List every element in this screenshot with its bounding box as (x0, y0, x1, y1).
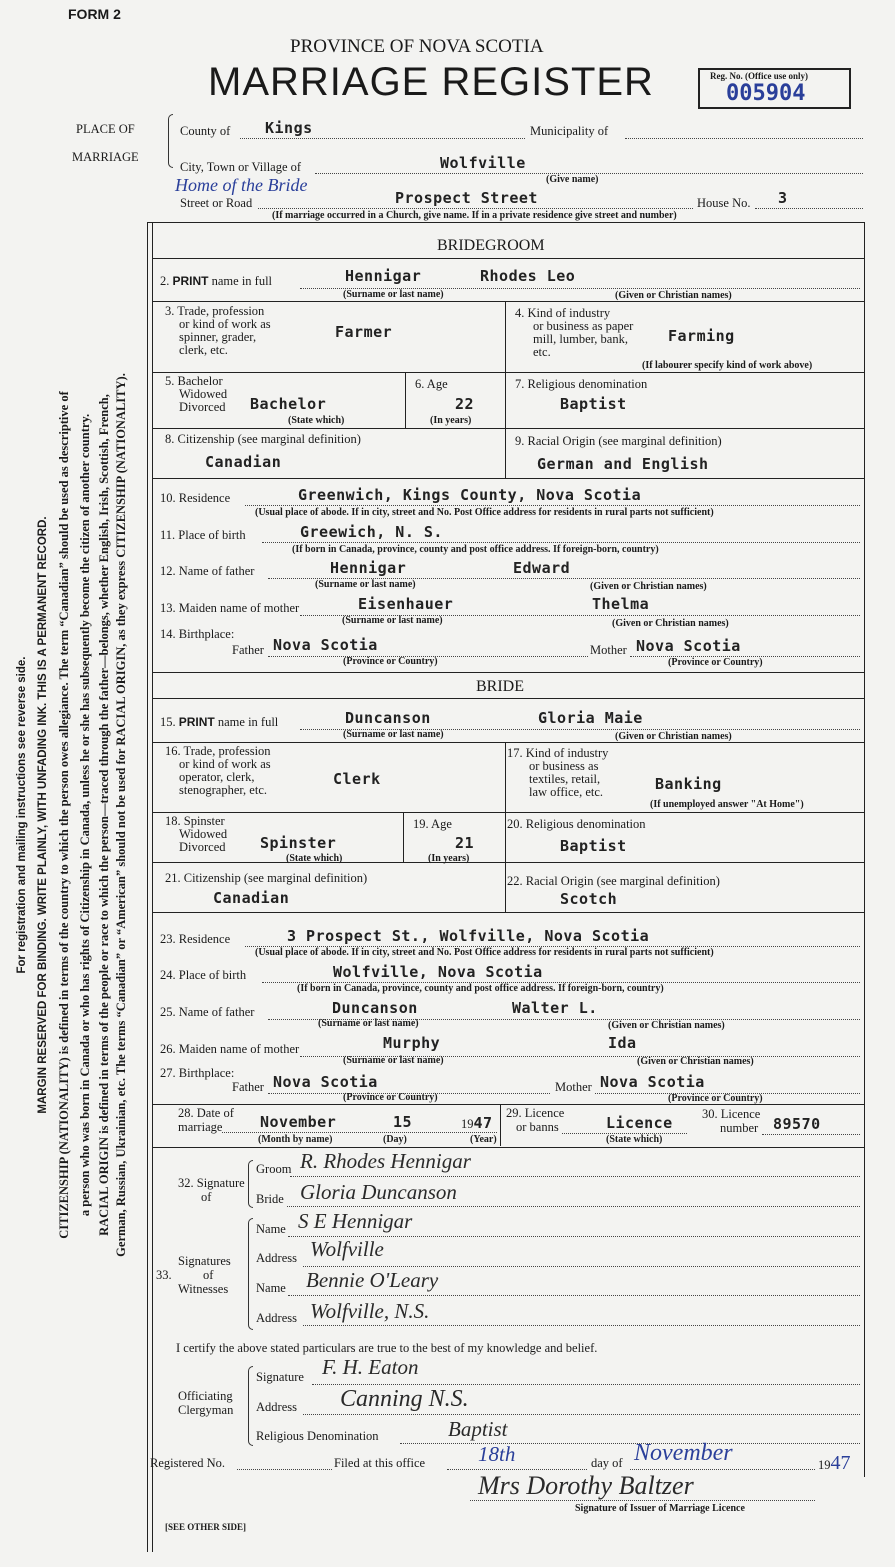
label: 28. Date of (178, 1106, 234, 1120)
groom-residence: Greenwich, Kings County, Nova Scotia (298, 486, 642, 504)
caption: (In years) (428, 853, 470, 864)
label: name in full (211, 274, 273, 288)
label: 23. Residence (160, 932, 231, 946)
county-value: Kings (265, 119, 313, 137)
rule (403, 812, 404, 862)
groom-citizenship: Canadian (205, 453, 282, 471)
caption: (Given or Christian names) (615, 731, 732, 742)
brace (248, 1218, 253, 1330)
dotted-line (303, 1414, 860, 1415)
clergy-signature: F. H. Eaton (322, 1355, 419, 1379)
bride-age: 21 (455, 834, 475, 852)
label: 3. Trade, profession (165, 304, 265, 318)
dotted-line (470, 1500, 815, 1501)
witness-2-name: Bennie O'Leary (306, 1268, 439, 1292)
marriage-month: November (260, 1113, 337, 1131)
label: 27. Birthplace: (160, 1066, 235, 1080)
label: or business as (529, 759, 599, 773)
bride-residence: 3 Prospect St., Wolfville, Nova Scotia (287, 927, 650, 945)
label: of (201, 1190, 212, 1204)
caption: (Surname or last name) (315, 579, 416, 590)
section-heading-bride: BRIDE (476, 678, 524, 695)
label: PRINT (172, 274, 209, 288)
label: Father (232, 1080, 264, 1094)
margin-line: For registration and mailing instructions see reverse side. (16, 656, 28, 974)
label: Address (256, 1311, 297, 1325)
issuer-signature: Mrs Dorothy Baltzer (478, 1471, 694, 1500)
caption: (If labourer specify kind of work above) (642, 360, 813, 371)
label: 11. Place of birth (160, 528, 246, 542)
witness-2-address: Wolfville, N.S. (310, 1299, 430, 1323)
dotted-line (625, 138, 863, 139)
filed-month: November (634, 1440, 733, 1466)
dotted-line (447, 1469, 587, 1470)
caption: (Usual place of abode. If in city, street and No. Post Office address for residents in rural parts not sufficient) (255, 947, 714, 958)
border (147, 222, 148, 1552)
label: name in full (217, 715, 279, 729)
label: Widowed (179, 387, 228, 401)
label: Bride (256, 1192, 284, 1206)
caption: (Surname or last name) (342, 615, 443, 626)
city-value: Wolfville (440, 154, 526, 172)
caption: (Given or Christian names) (590, 581, 707, 592)
caption: (Usual place of abode. If in city, street and No. Post Office address for residents in rural parts not sufficient) (255, 507, 714, 518)
house-label: House No. (697, 196, 751, 210)
bride-signature: Gloria Duncanson (300, 1180, 457, 1204)
groom-mother-given: Thelma (592, 595, 650, 613)
reg-number-box (698, 68, 851, 109)
label: operator, clerk, (179, 770, 255, 784)
see-other-side-note: [SEE OTHER SIDE] (165, 1522, 247, 1532)
street-value: Prospect Street (395, 189, 538, 207)
reg-number: 005904 (726, 81, 806, 106)
label: 25. Name of father (160, 1005, 255, 1019)
label: or banns (516, 1120, 559, 1134)
filed-day: 18th (478, 1442, 516, 1466)
groom-racial-origin: German and English (537, 455, 709, 473)
form-number: FORM 2 (68, 6, 121, 22)
dotted-line (287, 1206, 860, 1207)
label: Name (256, 1222, 286, 1236)
caption: (If unemployed answer "At Home") (650, 799, 804, 810)
label: spinner, grader, (179, 330, 257, 344)
caption: (State which) (606, 1134, 663, 1145)
rule (505, 372, 506, 478)
rule (505, 301, 506, 372)
caption: (Give name) (546, 174, 599, 185)
label: Registered No. (150, 1456, 225, 1470)
bride-marital-status: Spinster (260, 834, 337, 852)
label: 22. Racial Origin (see marginal definition) (507, 874, 720, 888)
year-prefix: 19 (461, 1117, 474, 1131)
label: 12. Name of father (160, 564, 255, 578)
rule (152, 742, 864, 743)
label: Divorced (179, 840, 226, 854)
rule (152, 862, 864, 863)
caption: (If born in Canada, province, county and post office address. If foreign-born, country) (297, 983, 664, 994)
label: or kind of work as (179, 757, 271, 771)
dotted-line (303, 1325, 860, 1326)
groom-father-birthplace: Nova Scotia (273, 636, 378, 654)
groom-marital-status: Bachelor (250, 395, 327, 413)
brace (248, 1366, 253, 1446)
caption: (Month by name) (258, 1134, 333, 1145)
caption: (Given or Christian names) (608, 1020, 725, 1031)
rule (152, 1104, 864, 1105)
label: 13. Maiden name of mother (160, 601, 300, 615)
label: 33. (156, 1268, 172, 1282)
margin-line: German, Russian, Ukrainian, etc. The terms “Canadian” or “American” should not be used for RACIAL ORIGIN, as they express CITIZENSHIP (NATIONALITY). (114, 373, 128, 1257)
certification-statement: I certify the above stated particulars are true to the best of my knowledge and belief. (176, 1341, 598, 1355)
rule (405, 372, 406, 428)
label: PRINT (178, 715, 215, 729)
label: or kind of work as (179, 317, 271, 331)
groom-given-names: Rhodes Leo (480, 267, 576, 285)
label: or business as paper (533, 319, 634, 333)
label: Father (232, 643, 264, 657)
place-label: MARRIAGE (72, 150, 139, 164)
margin-line: MARGIN RESERVED FOR BINDING. WRITE PLAINLY, WITH UNFADING INK. THIS IS A PERMANENT RECORD. (37, 516, 49, 1114)
label: etc. (533, 345, 551, 359)
label: 8. Citizenship (see marginal definition) (165, 432, 361, 446)
groom-mother-birthplace: Nova Scotia (636, 637, 741, 655)
label: stenographer, etc. (179, 783, 268, 797)
label: mill, lumber, bank, (533, 332, 628, 346)
groom-mother-surname: Eisenhauer (358, 595, 454, 613)
caption: (Surname or last name) (343, 289, 444, 300)
bride-industry: Banking (655, 775, 722, 793)
marriage-day: 15 (393, 1113, 413, 1131)
caption: (Day) (383, 1134, 407, 1145)
label: marriage (178, 1120, 223, 1134)
groom-signature: R. Rhodes Hennigar (300, 1149, 471, 1173)
label: 19. Age (413, 817, 452, 831)
bride-mother-birthplace: Nova Scotia (600, 1073, 705, 1091)
caption: (State which) (286, 853, 343, 864)
margin-line: CITIZENSHIP (NATIONALITY) is defined in terms of the country to which the person owes allegiance. The term “Canadian” should be used as descriptive of (57, 391, 71, 1239)
label: 15. (160, 715, 176, 729)
rule (152, 258, 864, 259)
witness-1-name: S E Hennigar (298, 1209, 413, 1233)
bride-racial-origin: Scotch (560, 890, 618, 908)
margin-instructions (12, 285, 130, 1345)
street-label: Street or Road (180, 196, 253, 210)
label: Address (256, 1251, 297, 1265)
caption: (Surname or last name) (343, 1055, 444, 1066)
caption: (State which) (288, 415, 345, 426)
brace (168, 114, 173, 168)
dotted-line (262, 542, 860, 543)
rule (152, 372, 864, 373)
rule (152, 912, 864, 913)
label: Name (256, 1281, 286, 1295)
caption: (Province or Country) (343, 656, 438, 667)
label: 6. Age (415, 377, 448, 391)
caption: (Given or Christian names) (612, 618, 729, 629)
rule (152, 812, 864, 813)
dotted-line (288, 1295, 860, 1296)
dotted-line (630, 1469, 815, 1470)
label: Religious Denomination (256, 1429, 379, 1443)
label: 9. Racial Origin (see marginal definition) (515, 434, 722, 448)
label: Clergyman (178, 1403, 234, 1417)
label: of (203, 1268, 214, 1282)
margin-line: RACIAL ORIGIN is defined in terms of the people or race to which the person—traced through the father—belongs, whether English, Irish, Scottish, French, (97, 394, 111, 1236)
licence-number: 89570 (773, 1115, 821, 1133)
label: 29. Licence (506, 1106, 565, 1120)
caption: (Surname or last name) (343, 729, 444, 740)
label: textiles, retail, (529, 772, 601, 786)
label: 2. (160, 274, 170, 288)
clergy-denomination: Baptist (448, 1417, 508, 1441)
bride-religion: Baptist (560, 837, 627, 855)
label: day of (591, 1456, 623, 1470)
label: Groom (256, 1162, 292, 1176)
label: Officiating (178, 1389, 233, 1403)
dotted-line (755, 208, 863, 209)
reg-number-label: Reg. No. (Office use only) (710, 71, 808, 81)
place-label: PLACE OF (76, 122, 135, 136)
bride-mother-given: Ida (608, 1034, 637, 1052)
page-title: MARRIAGE REGISTER (208, 60, 654, 104)
label: 5. Bachelor (165, 374, 223, 388)
label: 17. Kind of industry (507, 746, 609, 760)
caption: (Province or Country) (343, 1092, 438, 1103)
groom-birthplace: Greewich, N. S. (300, 523, 443, 541)
label: number (720, 1121, 759, 1135)
label: 16. Trade, profession (165, 744, 271, 758)
groom-trade: Farmer (335, 323, 393, 341)
label: 26. Maiden name of mother (160, 1042, 300, 1056)
dotted-line (312, 1384, 860, 1385)
bride-father-birthplace: Nova Scotia (273, 1073, 378, 1091)
label: clerk, etc. (179, 343, 228, 357)
label: 14. Birthplace: (160, 627, 235, 641)
bride-mother-surname: Murphy (383, 1034, 441, 1052)
brace (248, 1160, 253, 1208)
groom-surname: Hennigar (345, 267, 422, 285)
label: Signature (256, 1370, 304, 1384)
dotted-line (258, 208, 693, 209)
label: Divorced (179, 400, 226, 414)
rule (152, 301, 864, 302)
groom-religion: Baptist (560, 395, 627, 413)
rule (500, 1104, 501, 1146)
bride-trade: Clerk (333, 770, 381, 788)
bride-father-given: Walter L. (512, 999, 598, 1017)
section-heading-bridegroom: BRIDEGROOM (437, 237, 545, 254)
label: Mother (590, 643, 627, 657)
dotted-line (237, 1469, 332, 1470)
county-label: County of (180, 124, 231, 138)
groom-industry: Farming (668, 327, 735, 345)
caption: (If marriage occurred in a Church, give name. If in a private residence give street and number) (272, 210, 677, 221)
groom-age: 22 (455, 395, 475, 413)
city-label: City, Town or Village of (180, 160, 302, 174)
groom-father-given: Edward (513, 559, 571, 577)
dotted-line (303, 1266, 860, 1267)
marriage-year: 47 (473, 1114, 493, 1132)
rule (152, 698, 864, 699)
witness-1-address: Wolfville (310, 1237, 384, 1261)
border (152, 222, 153, 1552)
caption: (Province or Country) (668, 1093, 763, 1104)
dotted-line (762, 1134, 860, 1135)
bride-given-names: Gloria Maie (538, 709, 643, 727)
label: law office, etc. (529, 785, 604, 799)
bride-birthplace: Wolfville, Nova Scotia (333, 963, 543, 981)
label: 21. Citizenship (see marginal definition) (165, 871, 368, 885)
label: Mother (555, 1080, 592, 1094)
year-prefix: 19 (818, 1458, 831, 1472)
label: Witnesses (178, 1282, 229, 1296)
rule (505, 742, 506, 812)
label: 24. Place of birth (160, 968, 247, 982)
caption: (Surname or last name) (318, 1018, 419, 1029)
bride-citizenship: Canadian (213, 889, 290, 907)
bride-surname: Duncanson (345, 709, 431, 727)
label: Widowed (179, 827, 228, 841)
label: Address (256, 1400, 297, 1414)
caption: Signature of Issuer of Marriage Licence (575, 1503, 745, 1514)
rule (152, 672, 864, 673)
province-heading: PROVINCE OF NOVA SCOTIA (290, 36, 544, 57)
margin-line: a person who was born in Canada or who has rights of Citizenship in Canada, unless he or she has subsequently become the citizen of another country. (78, 413, 92, 1217)
caption: (Given or Christian names) (615, 290, 732, 301)
caption: (If born in Canada, province, county and post office address. If foreign-born, country) (292, 544, 659, 555)
rule (152, 478, 864, 479)
filed-year: 47 (830, 1452, 851, 1474)
municipality-label: Municipality of (530, 124, 609, 138)
dotted-line (245, 505, 860, 506)
house-value: 3 (778, 189, 788, 207)
label: 7. Religious denomination (515, 377, 648, 391)
label: Filed at this office (334, 1456, 426, 1470)
label: 30. Licence (702, 1107, 761, 1121)
label: 4. Kind of industry (515, 306, 611, 320)
rule (152, 428, 864, 429)
dotted-line (400, 1443, 860, 1444)
caption: (Given or Christian names) (637, 1056, 754, 1067)
label: Signatures (178, 1254, 231, 1268)
caption: (Province or Country) (668, 657, 763, 668)
label: 20. Religious denomination (507, 817, 646, 831)
label: 18. Spinster (165, 814, 225, 828)
licence-or-banns: Licence (606, 1114, 673, 1132)
label: 10. Residence (160, 491, 231, 505)
caption: (Year) (470, 1134, 497, 1145)
dotted-line (240, 138, 525, 139)
caption: (In years) (430, 415, 472, 426)
label: 32. Signature (178, 1176, 245, 1190)
groom-father-surname: Hennigar (330, 559, 407, 577)
clergy-address: Canning N.S. (340, 1386, 469, 1412)
dotted-line (222, 1132, 497, 1133)
handwritten-note: Home of the Bride (175, 175, 308, 195)
rule (152, 1147, 864, 1148)
bride-father-surname: Duncanson (332, 999, 418, 1017)
dotted-line (290, 1176, 860, 1177)
